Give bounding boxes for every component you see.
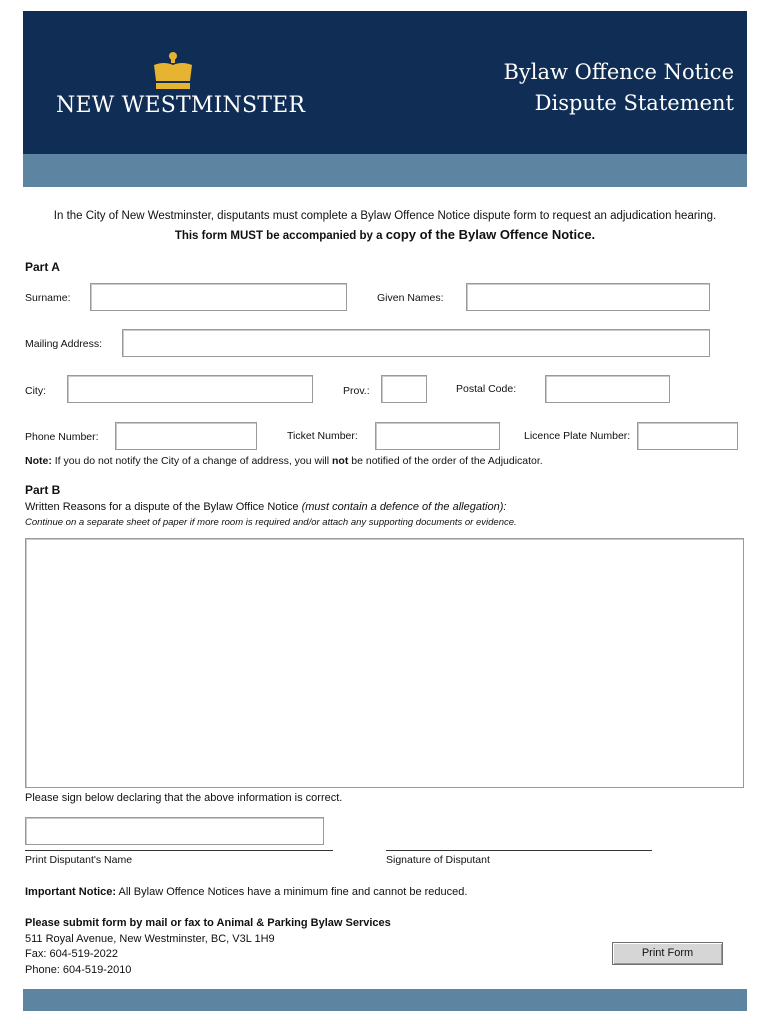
form-title-line1: Bylaw Offence Notice [503, 60, 734, 84]
prov-input[interactable] [381, 375, 427, 403]
reasons-textarea[interactable] [25, 538, 744, 788]
intro-text: In the City of New Westminster, disputants must complete a Bylaw Offence Notice dispute form to request an adjudication hearing. [53, 210, 717, 222]
prov-label: Prov.: [343, 385, 370, 397]
licence-plate-input[interactable] [637, 422, 738, 450]
print-name-label: Print Disputant's Name [25, 854, 133, 866]
reasons-label-b: (must contain a defence of the allegation): [301, 501, 507, 513]
continue-note: Continue on a separate sheet of paper if more room is required and/or attach any supporting documents or evidence. [25, 517, 517, 528]
mailing-address-input[interactable] [122, 329, 710, 357]
city-input[interactable] [67, 375, 313, 403]
important-notice [25, 886, 467, 898]
intro-requirement-a: This form MUST be accompanied by a [174, 230, 386, 242]
sign-declaration: Please sign below declaring that the above information is correct. [25, 792, 343, 804]
crown-logo-icon [150, 51, 196, 93]
mailing-address-label: Mailing Address: [25, 338, 103, 350]
print-name-line [25, 850, 333, 851]
submit-info [25, 916, 391, 978]
postal-code-label: Postal Code: [456, 383, 517, 395]
intro-requirement [0, 227, 770, 242]
submit-phone: Phone: 604-519-2010 [25, 963, 132, 976]
signature-line [386, 850, 652, 851]
submit-address: 511 Royal Avenue, New Westminster, BC, V3L 1H9 [25, 932, 275, 945]
note-label: Note: [25, 455, 52, 467]
submit-heading: Please submit form by mail or fax to Animal & Parking Bylaw Services [25, 917, 391, 929]
phone-number-label: Phone Number: [25, 431, 99, 443]
ticket-number-label: Ticket Number: [287, 430, 358, 442]
part-b-title: Part B [25, 483, 61, 497]
reasons-label [25, 501, 506, 513]
licence-plate-label: Licence Plate Number: [524, 430, 631, 442]
form-title [504, 57, 735, 119]
given-names-label: Given Names: [377, 292, 444, 304]
phone-number-input[interactable] [115, 422, 257, 450]
postal-code-input[interactable] [545, 375, 670, 403]
footer-strip [23, 989, 747, 1011]
print-name-input[interactable] [25, 817, 324, 845]
given-names-input[interactable] [466, 283, 710, 311]
ticket-number-input[interactable] [375, 422, 500, 450]
surname-input[interactable] [90, 283, 347, 311]
surname-label: Surname: [25, 292, 71, 304]
important-text: All Bylaw Offence Notices have a minimum fine and cannot be reduced. [116, 886, 468, 898]
intro-requirement-b: copy of the Bylaw Offence Notice. [385, 227, 596, 242]
submit-fax: Fax: 604-519-2022 [25, 948, 118, 960]
header-strip [23, 154, 747, 187]
signature-label: Signature of Disputant [386, 854, 490, 866]
form-title-line2: Dispute Statement [534, 91, 734, 115]
reasons-label-a: Written Reasons for a dispute of the Bylaw Office Notice [25, 501, 302, 513]
print-form-button[interactable]: Print Form [612, 942, 723, 965]
important-label: Important Notice: [25, 886, 117, 898]
note-text-bold: not [332, 455, 349, 467]
note-text-a: If you do not notify the City of a change of address, you will [51, 455, 333, 467]
city-label: City: [25, 385, 46, 397]
part-a-title: Part A [25, 260, 60, 274]
address-note [25, 455, 543, 467]
note-text-b: be notified of the order of the Adjudicator. [348, 455, 543, 467]
org-name: NEW WESTMINSTER [56, 93, 306, 118]
